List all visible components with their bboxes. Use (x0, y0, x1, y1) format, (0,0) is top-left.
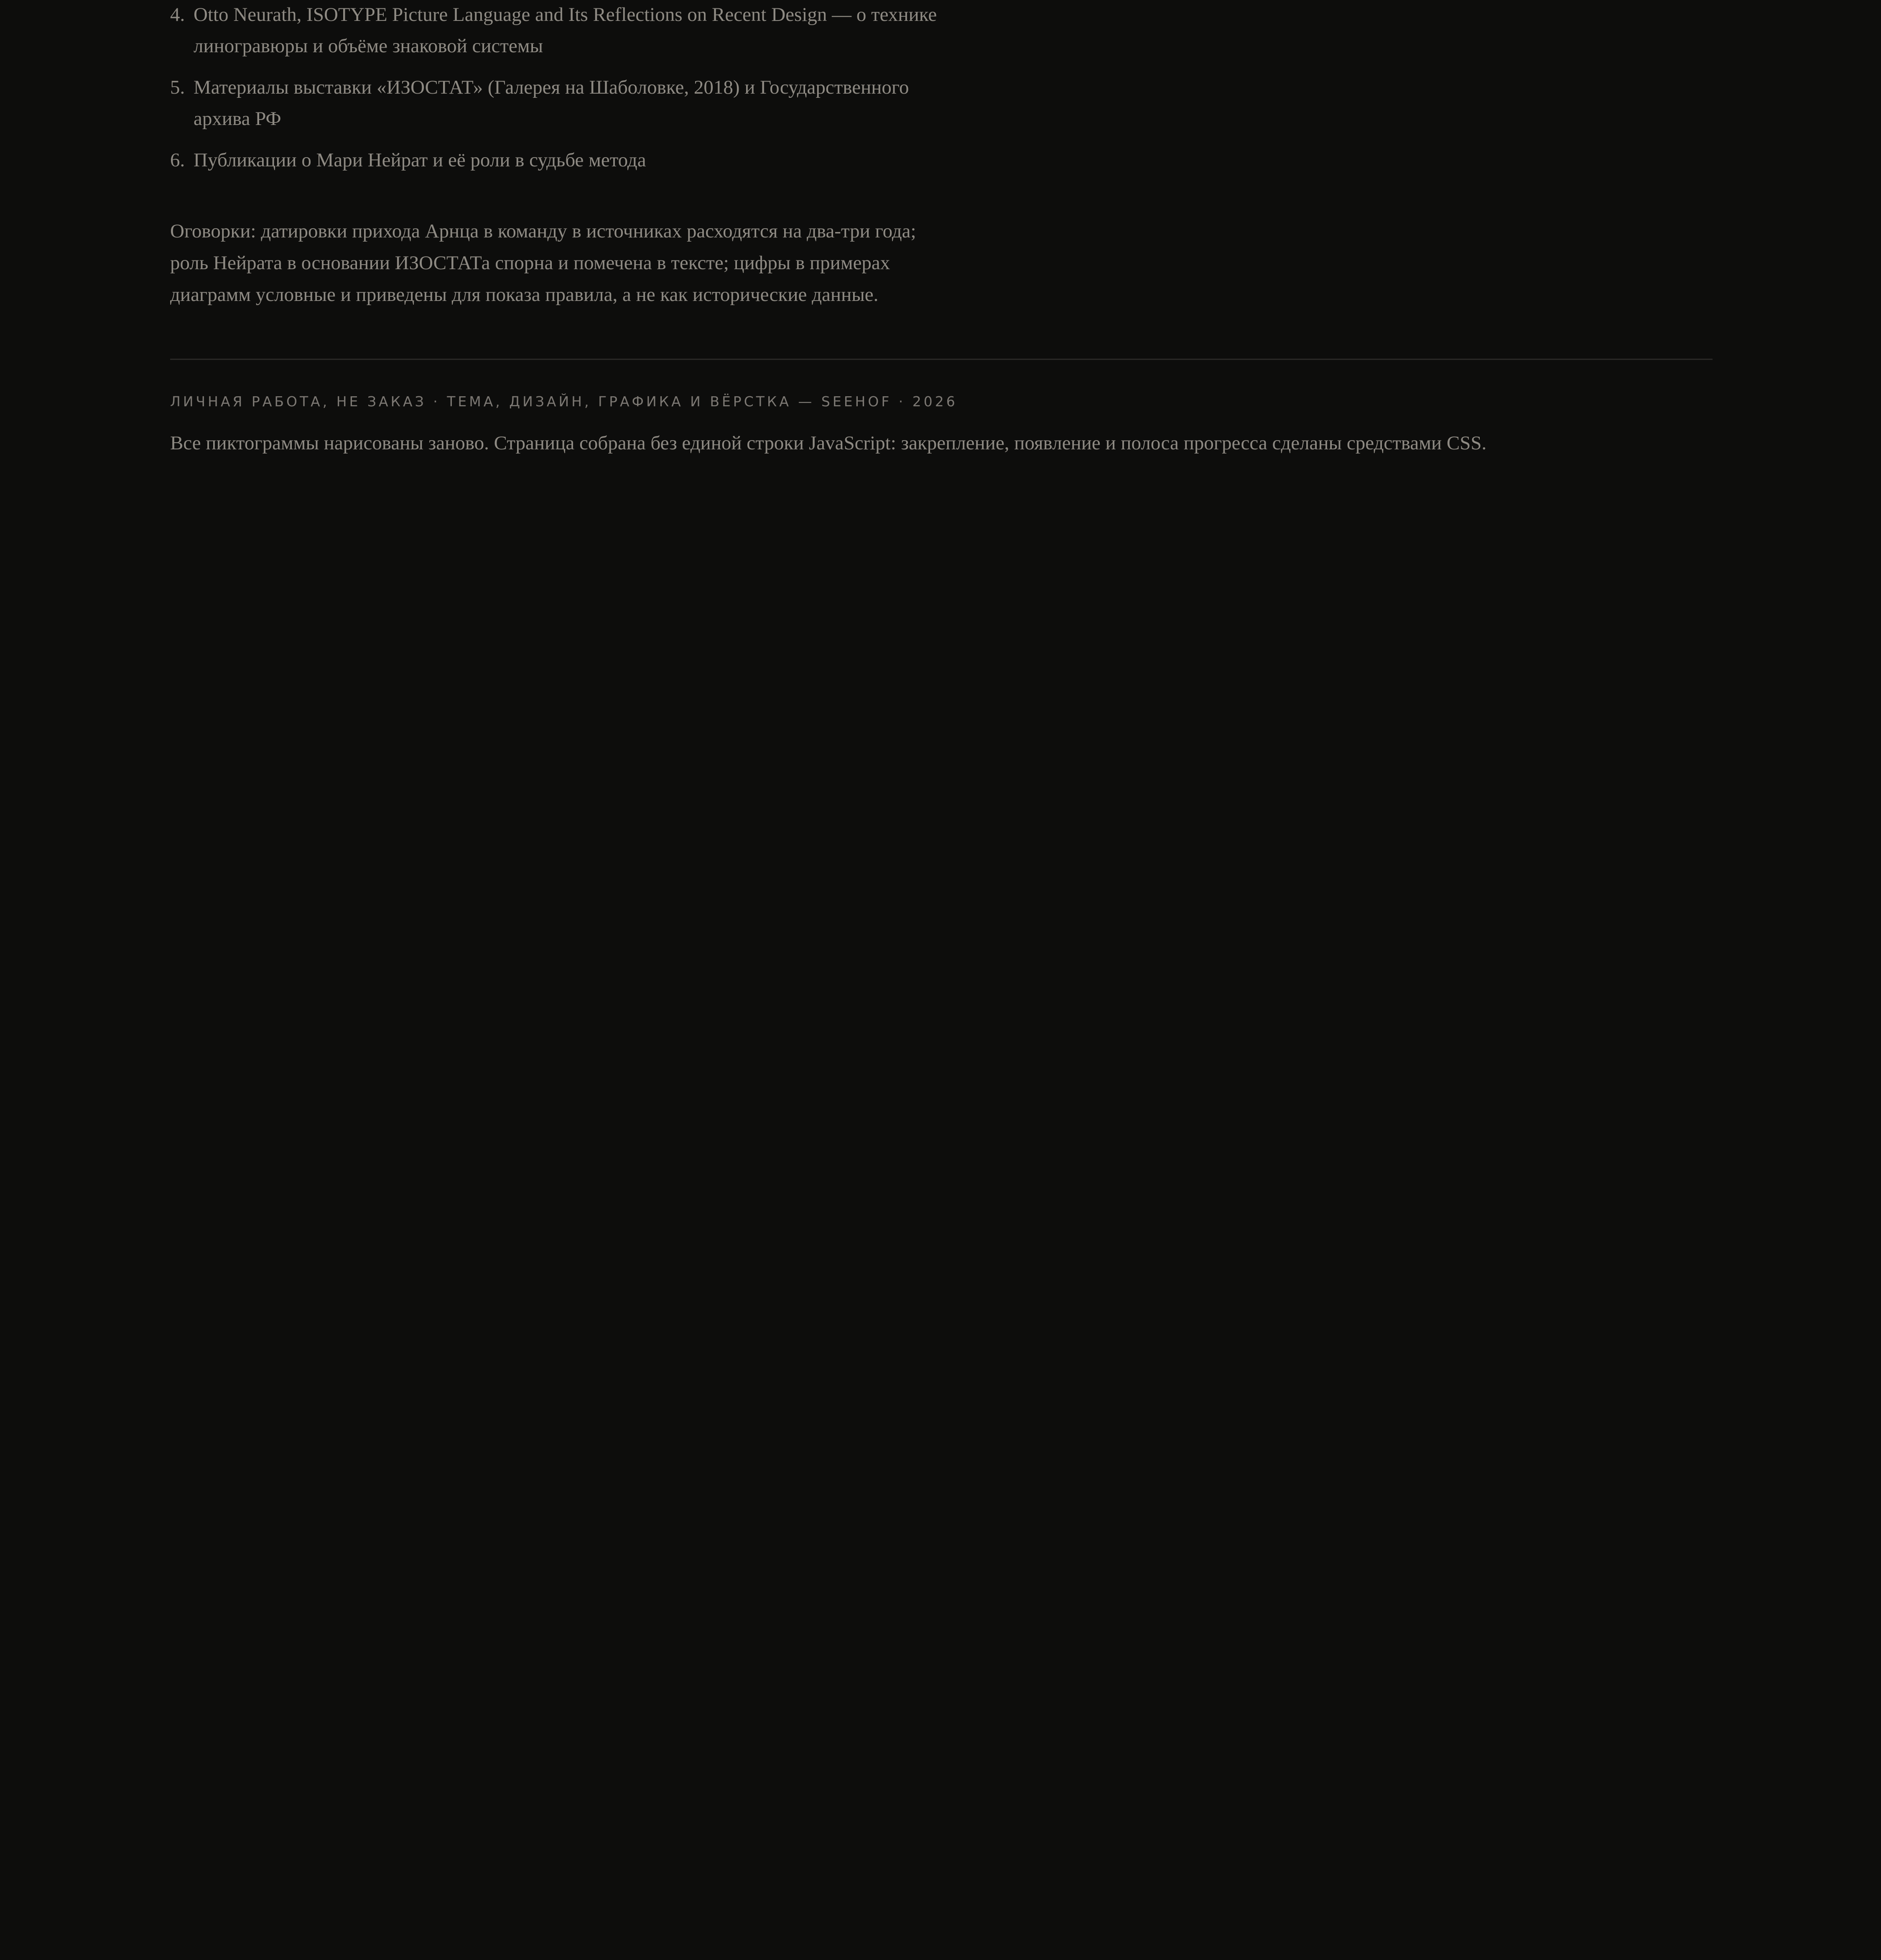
caveats-paragraph: Оговорки: датировки прихода Арнца в команду в источниках расходятся на два-три года; роль Нейрата в основании ИЗОСТАТа спорна и помечена в тексте; цифры в примерах диаграмм условные и приведены для показа правила, а не как исторические данные. (170, 220, 916, 306)
source-text: Публикации о Мари Нейрат и её роли в судьбе метода (194, 149, 646, 171)
source-number: 6. (170, 149, 185, 171)
source-item-6 (170, 145, 956, 176)
footer-note: Все пиктограммы нарисованы заново. Страница собрана без единой строки JavaScript: закрепление, появление и полоса прогресса сделаны средствами CSS. (170, 432, 1487, 454)
sources-page (170, 0, 1713, 458)
source-text: Otto Neurath, ISOTYPE Picture Language and Its Reflections on Recent Design — о технике линогравюры и объёме знаковой системы (194, 4, 937, 57)
source-text: Материалы выставки «ИЗОСТАТ» (Галерея на Шаболовке, 2018) и Государственного архива РФ (194, 76, 909, 130)
footer-divider (170, 359, 1713, 360)
sources-list (170, 0, 956, 176)
source-item-5 (170, 72, 956, 135)
source-number: 4. (170, 4, 185, 25)
footer-credits: ЛИЧНАЯ РАБОТА, НЕ ЗАКАЗ · ТЕМА, ДИЗАЙН, ГРАФИКА И ВЁРСТКА — SEEHOF · 2026 (170, 393, 958, 410)
source-number: 5. (170, 76, 185, 98)
source-item-4 (170, 0, 956, 62)
page-footer (170, 392, 1713, 458)
